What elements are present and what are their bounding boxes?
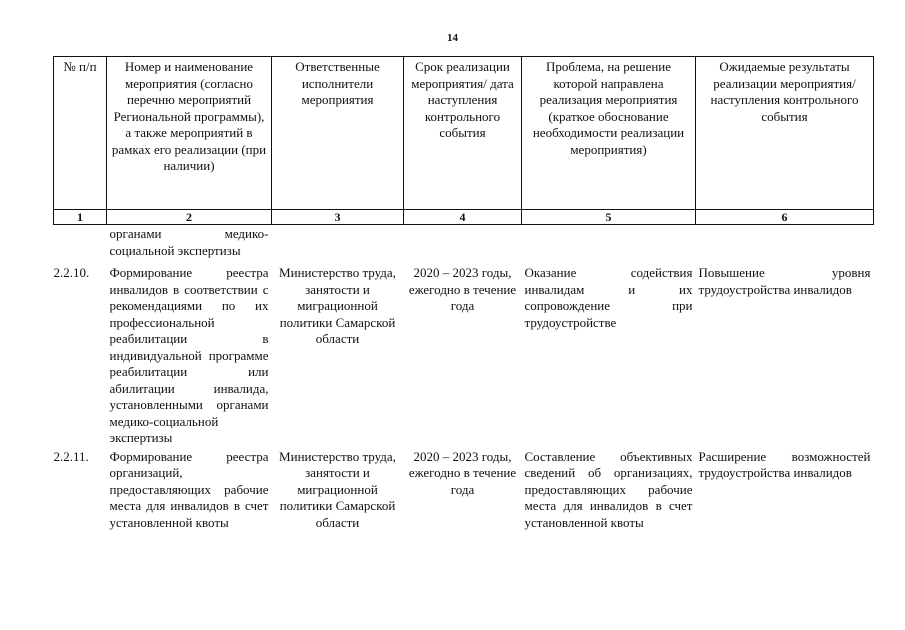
continuation-row <box>54 225 874 266</box>
term: 2020 – 2023 годы, ежегодно в течение года <box>408 448 517 497</box>
expected-result: Повышение уровня трудоустройства инвалидов <box>698 265 871 297</box>
table-row <box>54 449 874 532</box>
table-row <box>54 265 874 449</box>
column-number: 5 <box>522 210 696 225</box>
column-number: 6 <box>696 210 874 225</box>
row-number: 2.2.11. <box>53 448 89 464</box>
header-col-results: Ожидаемые результаты реализации мероприятия/ наступления контрольного события <box>696 57 874 210</box>
row-number: 2.2.10. <box>53 265 90 280</box>
column-number: 1 <box>54 210 107 225</box>
header-col-term: Срок реализации мероприятия/ дата наступления контрольного события <box>404 57 522 210</box>
problem: Оказание содействия инвалидам и их сопровождение при трудоустройстве <box>524 265 693 330</box>
activity-name: Формирование реестра организаций, предоставляющих рабочие места для инвалидов в счет установленной квоты <box>109 448 269 530</box>
header-col-executors: Ответственные исполнители мероприятия <box>272 57 404 210</box>
header-col-problem: Проблема, на решение которой направлена реализация мероприятия (краткое обоснование необходимости реализации мероприятия) <box>522 57 696 210</box>
executor: Министерство труда, занятости и миграционной политики Самарской области <box>279 448 396 530</box>
column-number: 2 <box>107 210 272 225</box>
column-number: 4 <box>404 210 522 225</box>
expected-result: Расширение возможностей трудоустройства инвалидов <box>698 448 871 480</box>
executor: Министерство труда, занятости и миграционной политики Самарской области <box>279 265 396 346</box>
term: 2020 – 2023 годы, ежегодно в течение года <box>408 265 517 313</box>
header-col-number: № п/п <box>54 57 107 210</box>
table-header-row <box>54 57 874 210</box>
activity-name: Формирование реестра инвалидов в соответствии с рекомендациями по их профессиональной реабилитации в индивидуальной программе реабилитации или абилитации инвалида, установленными органами медико-социальной экспертизы <box>109 265 269 445</box>
column-number: 3 <box>272 210 404 225</box>
continuation-text: органами медико-социальной экспертизы <box>109 226 269 258</box>
activities-table <box>53 56 874 531</box>
problem: Составление объективных сведений об организациях, предоставляющих рабочие места для инвалидов в счет установленной квоты <box>524 448 693 530</box>
header-col-activity: Номер и наименование мероприятия (согласно перечню мероприятий Региональной программы), а также мероприятий в рамках его реализации (при наличии) <box>107 57 272 210</box>
column-number-row <box>54 210 874 225</box>
page-number: 14 <box>447 32 458 44</box>
